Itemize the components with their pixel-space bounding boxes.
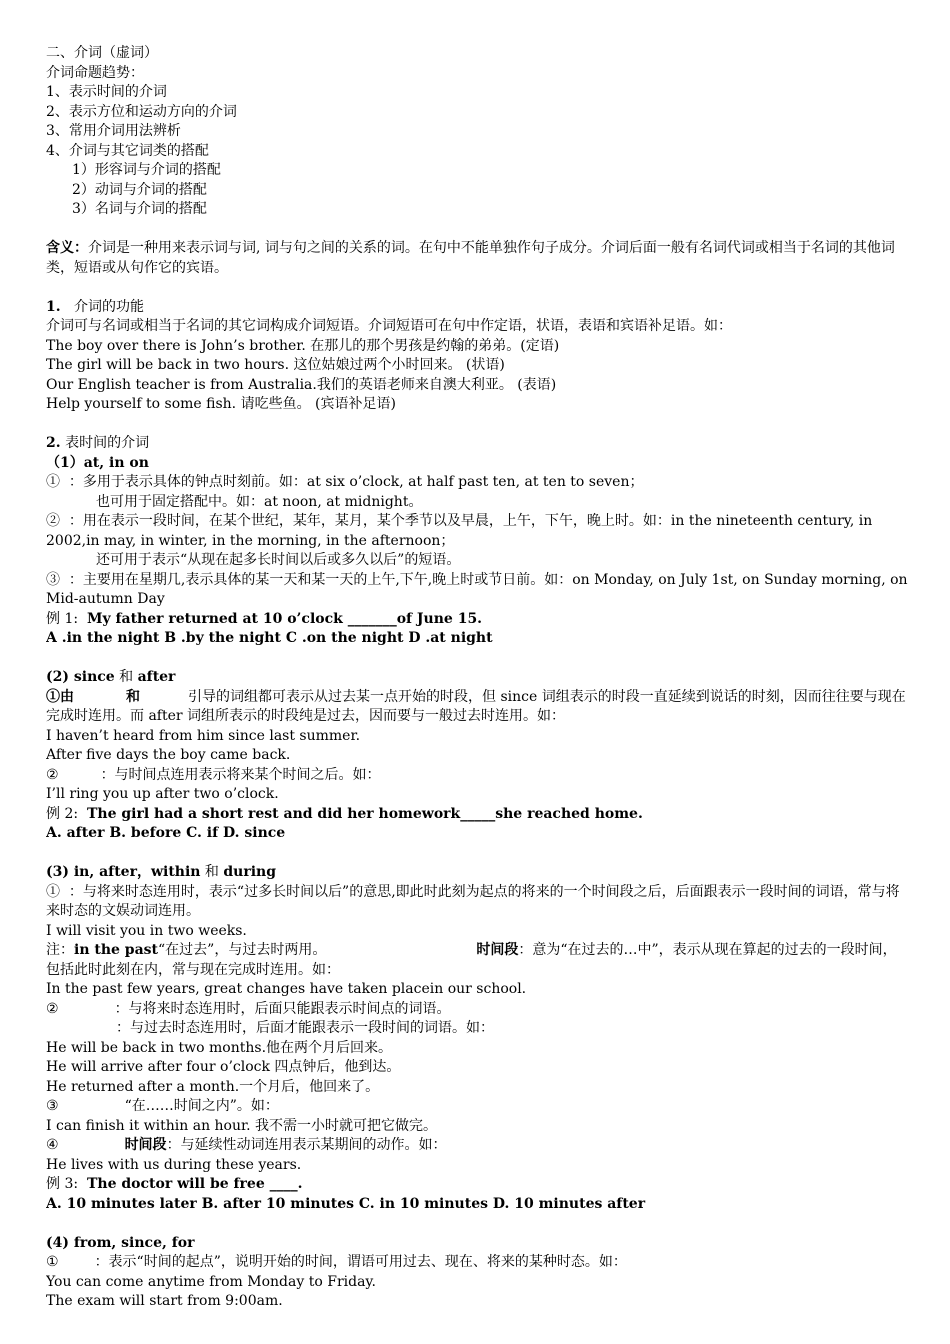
trend-item: 2、表示方位和运动方向的介词 bbox=[46, 103, 237, 120]
circled-marker: ③ bbox=[46, 1098, 59, 1114]
trend-item: 3、常用介词用法辨析 bbox=[46, 123, 181, 139]
usage-continuation: ：与过去时态连用时，后面才能跟表示一段时间的词语。如： bbox=[116, 1020, 494, 1036]
circled-marker: ①由 bbox=[46, 688, 74, 705]
section1-description: 介词可与名词或相当于名词的其它词构成介词短语。介词短语可在句中作定语，状语，表语和宾语补足语。如： bbox=[46, 318, 732, 334]
usage-item: ①由 和 引导的词组都可表示从过去某一点开始的时段，但 since 词组表示的时段一直延续到说话的时刻，因而往往要与现在完成时连用。而 after 词组所表示的时段纯是过去，因而要与一般过去时连用。如： bbox=[46, 688, 906, 724]
subtrend-item: 2）动词与介词的搭配 bbox=[72, 181, 207, 198]
section-title: 二、介词（虚词） bbox=[46, 45, 158, 61]
usage-continuation: 也可用于固定搭配中。如：at noon, at midnight。 bbox=[96, 493, 423, 510]
trend-item: 4、介词与其它词类的搭配 bbox=[46, 142, 209, 159]
example-sentence: He returned after a month.一个月后，他回来了。 bbox=[46, 1078, 380, 1095]
example-sentence: In the past few years, great changes have taken placein our school. bbox=[46, 981, 527, 997]
document-page bbox=[46, 44, 908, 1312]
usage-item: ② ：用在表示一段时间，在某个世纪，某年，某月，某个季节以及早晨，上午，下午，晚上时。如：in the nineteenth century, in 2002,in may, in winter, in the morning, in the afternoon； bbox=[46, 513, 873, 549]
example-sentence: Help yourself to some fish. 请吃些鱼。 (宾语补足语) bbox=[46, 396, 396, 412]
section1-heading bbox=[46, 298, 908, 318]
circled-marker: ② bbox=[46, 513, 60, 529]
subtrend-item: 3）名词与介词的搭配 bbox=[72, 201, 207, 217]
subsection-from-since-for-heading: (4) from, since, for bbox=[46, 1234, 195, 1251]
circled-marker: ① bbox=[46, 474, 60, 490]
example-label: 例 2: bbox=[46, 805, 79, 822]
example-sentence: You can come anytime from Monday to Friday. bbox=[46, 1273, 376, 1290]
example-sentence: The girl will be back in two hours. 这位姑娘过两个小时回来。 (状语) bbox=[46, 357, 505, 373]
example-sentence: He lives with us during these years. bbox=[46, 1156, 302, 1173]
example-sentence: He will arrive after four o’clock 四点钟后，他到达。 bbox=[46, 1059, 401, 1075]
example-sentence: Our English teacher is from Australia.我们的英语老师来自澳大利亚。 (表语) bbox=[46, 376, 557, 393]
note-label: 注： bbox=[46, 942, 74, 958]
circled-marker: ① bbox=[46, 1254, 59, 1270]
circled-marker: ④ bbox=[46, 1137, 59, 1153]
definition-text: 介词是一种用来表示词与词, 词与句之间的关系的词。在句中不能单独作句子成分。介词后面一般有名词代词或相当于名词的其他词类，短语或从句作它的宾语。 bbox=[46, 240, 895, 276]
circled-marker: ② bbox=[46, 766, 59, 783]
example-options: A .in the night B .by the night C .on the night D .at night bbox=[46, 630, 493, 646]
example-sentence: I’ll ring you up after two o’clock. bbox=[46, 786, 279, 802]
usage-item: ① ：表示“时间的起点”，说明开始的时间，谓语可用过去、现在、将来的某种时态。如： bbox=[46, 1254, 627, 1270]
definition-label: 含义： bbox=[46, 240, 88, 256]
circled-marker: ② bbox=[46, 1000, 59, 1017]
example-question: 例 1: My father returned at 10 o’clock _______of June 15. bbox=[46, 610, 483, 627]
trend-item: 1、表示时间的介词 bbox=[46, 84, 167, 100]
subsection-since-after-heading: (2) since 和 after bbox=[46, 669, 176, 685]
usage-item: ④ 时间段：与延续性动词连用表示某期间的动作。如： bbox=[46, 1137, 447, 1153]
section2-heading bbox=[46, 434, 908, 454]
section1-title: 介词的功能 bbox=[73, 298, 144, 315]
example-sentence: After five days the boy came back. bbox=[46, 747, 291, 763]
usage-item: ① ：与将来时态连用时，表示“过多长时间以后”的意思,即此时此刻为起点的将来的一个时间段之后，后面跟表示一段时间的词语，常与将来时态的文娱动词连用。 bbox=[46, 883, 900, 919]
example-sentence: I can finish it within an hour. 我不需一小时就可把它做完。 bbox=[46, 1117, 438, 1134]
example-question: 例 2: The girl had a short rest and did her homework_____she reached home. bbox=[46, 805, 643, 822]
usage-item: ③ ：主要用在星期几,表示具体的某一天和某一天的上午,下午,晚上时或节日前。如：on Monday, on July 1st, on Sunday morning, on Mid-autumn Day bbox=[46, 571, 908, 607]
subtrend-item: 1）形容词与介词的搭配 bbox=[72, 162, 221, 178]
usage-item: ② ：与将来时态连用时，后面只能跟表示时间点的词语。 bbox=[46, 1000, 451, 1017]
example-label: 例 3: bbox=[46, 1176, 79, 1192]
example-sentence: The boy over there is John’s brother. 在那儿的那个男孩是约翰的弟弟。(定语) bbox=[46, 337, 560, 354]
subsection-in-after-within-during-heading: (3) in, after，within 和 during bbox=[46, 864, 277, 880]
trend-title: 介词命题趋势： bbox=[46, 64, 144, 81]
example-sentence: He will be back in two months.他在两个月后回来。 bbox=[46, 1039, 393, 1056]
usage-item: ① ：多用于表示具体的钟点时刻前。如：at six o’clock, at half past ten, at ten to seven； bbox=[46, 474, 644, 490]
example-options: A. 10 minutes later B. after 10 minutes C. in 10 minutes D. 10 minutes after bbox=[46, 1195, 646, 1212]
example-question: 例 3: The doctor will be free ____. bbox=[46, 1176, 303, 1192]
section2-title: 表时间的介词 bbox=[65, 435, 150, 451]
usage-item: ② ：与时间点连用表示将来某个时间之后。如： bbox=[46, 766, 381, 783]
example-label: 例 1: bbox=[46, 610, 79, 627]
usage-item: ③ “在……时间之内”。如： bbox=[46, 1098, 279, 1114]
definition-paragraph bbox=[46, 239, 908, 278]
example-sentence: I will visit you in two weeks. bbox=[46, 922, 247, 939]
example-options: A. after B. before C. if D. since bbox=[46, 825, 286, 841]
note-paragraph: 注：in the past“在过去”，与过去时两用。 时间段：意为“在过去的…中”，表示从现在算起的过去的一段时间，包括此时此刻在内，常与现在完成时连用。如： bbox=[46, 942, 897, 978]
example-sentence: I haven’t heard from him since last summer. bbox=[46, 727, 361, 744]
circled-marker: ① bbox=[46, 883, 60, 900]
circled-marker: ③ bbox=[46, 571, 60, 588]
section2-number: 2. bbox=[46, 435, 61, 451]
usage-continuation: 还可用于表示“从现在起多长时间以后或多久以后”的短语。 bbox=[96, 552, 461, 568]
subsection-at-in-on-heading: （1）at, in on bbox=[46, 454, 149, 471]
example-sentence: The exam will start from 9:00am. bbox=[46, 1293, 283, 1309]
section1-number: 1. bbox=[46, 298, 61, 315]
